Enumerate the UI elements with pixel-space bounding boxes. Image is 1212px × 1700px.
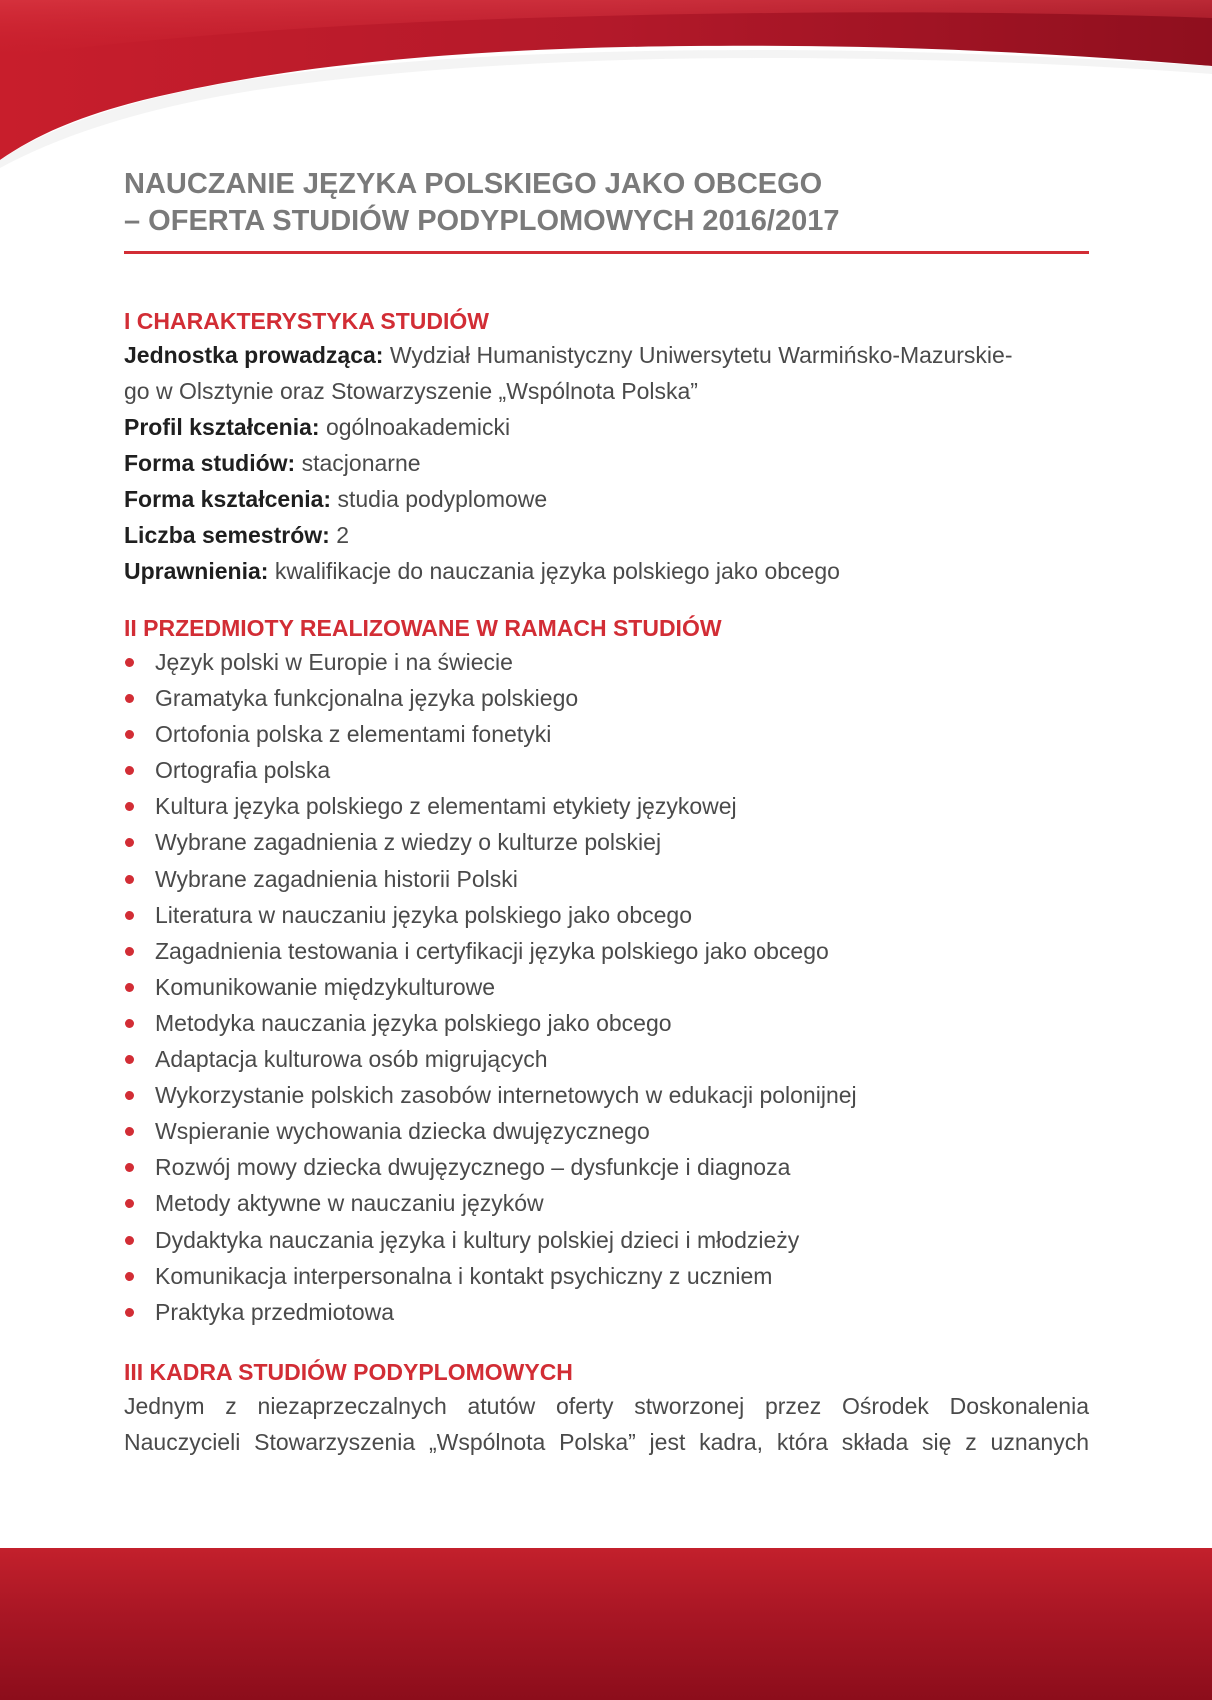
title-underline	[124, 251, 1089, 254]
field-row-continuation	[124, 373, 1089, 409]
field-value: 2	[336, 522, 349, 548]
list-item: Wybrane zagadnienia z wiedzy o kulturze polskiej	[124, 824, 1089, 860]
list-item: Komunikowanie międzykulturowe	[124, 969, 1089, 1005]
field-value: stacjonarne	[301, 450, 421, 476]
section-heading-subjects: II PRZEDMIOTY REALIZOWANE W RAMACH STUDIÓW	[124, 615, 722, 641]
document-title-line2: – OFERTA STUDIÓW PODYPLOMOWYCH 2016/2017	[124, 205, 840, 237]
field-row	[124, 409, 1089, 445]
list-item: Zagadnienia testowania i certyfikacji języka polskiego jako obcego	[124, 933, 1089, 969]
list-item: Ortografia polska	[124, 752, 1089, 788]
list-item: Wspieranie wychowania dziecka dwujęzycznego	[124, 1113, 1089, 1149]
section-heading-characteristics: I CHARAKTERYSTYKA STUDIÓW	[124, 308, 490, 334]
bullet-icon	[125, 1163, 134, 1172]
list-item: Praktyka przedmiotowa	[124, 1294, 1089, 1330]
list-item: Adaptacja kulturowa osób migrujących	[124, 1041, 1089, 1077]
bullet-icon	[125, 1308, 134, 1317]
field-row	[124, 517, 1089, 553]
list-item: Dydaktyka nauczania języka i kultury polskiej dzieci i młodzieży	[124, 1222, 1089, 1258]
bullet-icon	[125, 658, 134, 667]
field-value: studia podyplomowe	[337, 486, 548, 512]
field-label: Profil kształcenia:	[124, 414, 320, 440]
section-heading-staff: III KADRA STUDIÓW PODYPLOMOWYCH	[124, 1358, 573, 1385]
field-label: Liczba semestrów:	[124, 522, 330, 548]
bullet-icon	[125, 1055, 134, 1064]
list-item: Kultura języka polskiego z elementami etykiety językowej	[124, 788, 1089, 824]
bullet-icon	[125, 1091, 134, 1100]
field-row	[124, 445, 1089, 481]
paragraph-line: Jednym z niezaprzeczalnych atutów oferty stworzonej przez Ośrodek Doskonalenia	[124, 1392, 1089, 1419]
bullet-icon	[125, 1236, 134, 1245]
field-value: kwalifikacje do nauczania języka polskiego jako obcego	[274, 558, 840, 584]
list-item: Język polski w Europie i na świecie	[124, 644, 1089, 680]
bullet-icon	[125, 1019, 134, 1028]
field-row	[124, 553, 1089, 589]
list-item: Rozwój mowy dziecka dwujęzycznego – dysfunkcje i diagnoza	[124, 1149, 1089, 1185]
bullet-icon	[125, 1272, 134, 1281]
bullet-icon	[125, 694, 134, 703]
bullet-icon	[125, 1127, 134, 1136]
bullet-icon	[125, 730, 134, 739]
bullet-icon	[125, 838, 134, 847]
field-value: ogólnoakademicki	[325, 414, 511, 440]
top-wave-banner	[0, 0, 1212, 170]
list-item: Ortofonia polska z elementami fonetyki	[124, 716, 1089, 752]
bullet-icon	[125, 947, 134, 956]
bullet-icon	[125, 802, 134, 811]
list-item: Metody aktywne w nauczaniu języków	[124, 1185, 1089, 1221]
staff-paragraph	[124, 1388, 1089, 1460]
list-item: Metodyka nauczania języka polskiego jako obcego	[124, 1005, 1089, 1041]
bullet-icon	[125, 1199, 134, 1208]
list-item: Literatura w nauczaniu języka polskiego jako obcego	[124, 897, 1089, 933]
characteristics-list	[124, 337, 1089, 589]
field-label: Forma studiów:	[124, 450, 296, 476]
list-item: Wykorzystanie polskich zasobów internetowych w edukacji polonijnej	[124, 1077, 1089, 1113]
bullet-icon	[125, 875, 134, 884]
field-label: Forma kształcenia:	[124, 486, 332, 512]
list-item: Wybrane zagadnienia historii Polski	[124, 861, 1089, 897]
list-item: Komunikacja interpersonalna i kontakt psychiczny z uczniem	[124, 1258, 1089, 1294]
field-row	[124, 481, 1089, 517]
subjects-list	[124, 644, 1089, 1330]
bullet-icon	[125, 766, 134, 775]
bottom-red-band	[0, 1548, 1212, 1700]
document-title	[124, 166, 1089, 240]
field-label: Jednostka prowadząca:	[124, 342, 384, 368]
document-title-line1: NAUCZANIE JĘZYKA POLSKIEGO JAKO OBCEGO	[124, 168, 823, 200]
paragraph-line: Nauczycieli Stowarzyszenia „Wspólnota Polska” jest kadra, która składa się z uznanych	[124, 1428, 1089, 1455]
list-item: Gramatyka funkcjonalna języka polskiego	[124, 680, 1089, 716]
field-row	[124, 337, 1089, 373]
field-label: Uprawnienia:	[124, 558, 269, 584]
document-content	[124, 166, 1089, 1460]
field-value: Wydział Humanistyczny Uniwersytetu Warmińsko-Mazurskie-	[389, 342, 1013, 368]
bullet-icon	[125, 911, 134, 920]
field-value: go w Olsztynie oraz Stowarzyszenie „Wspólnota Polska”	[124, 378, 698, 404]
bullet-icon	[125, 983, 134, 992]
